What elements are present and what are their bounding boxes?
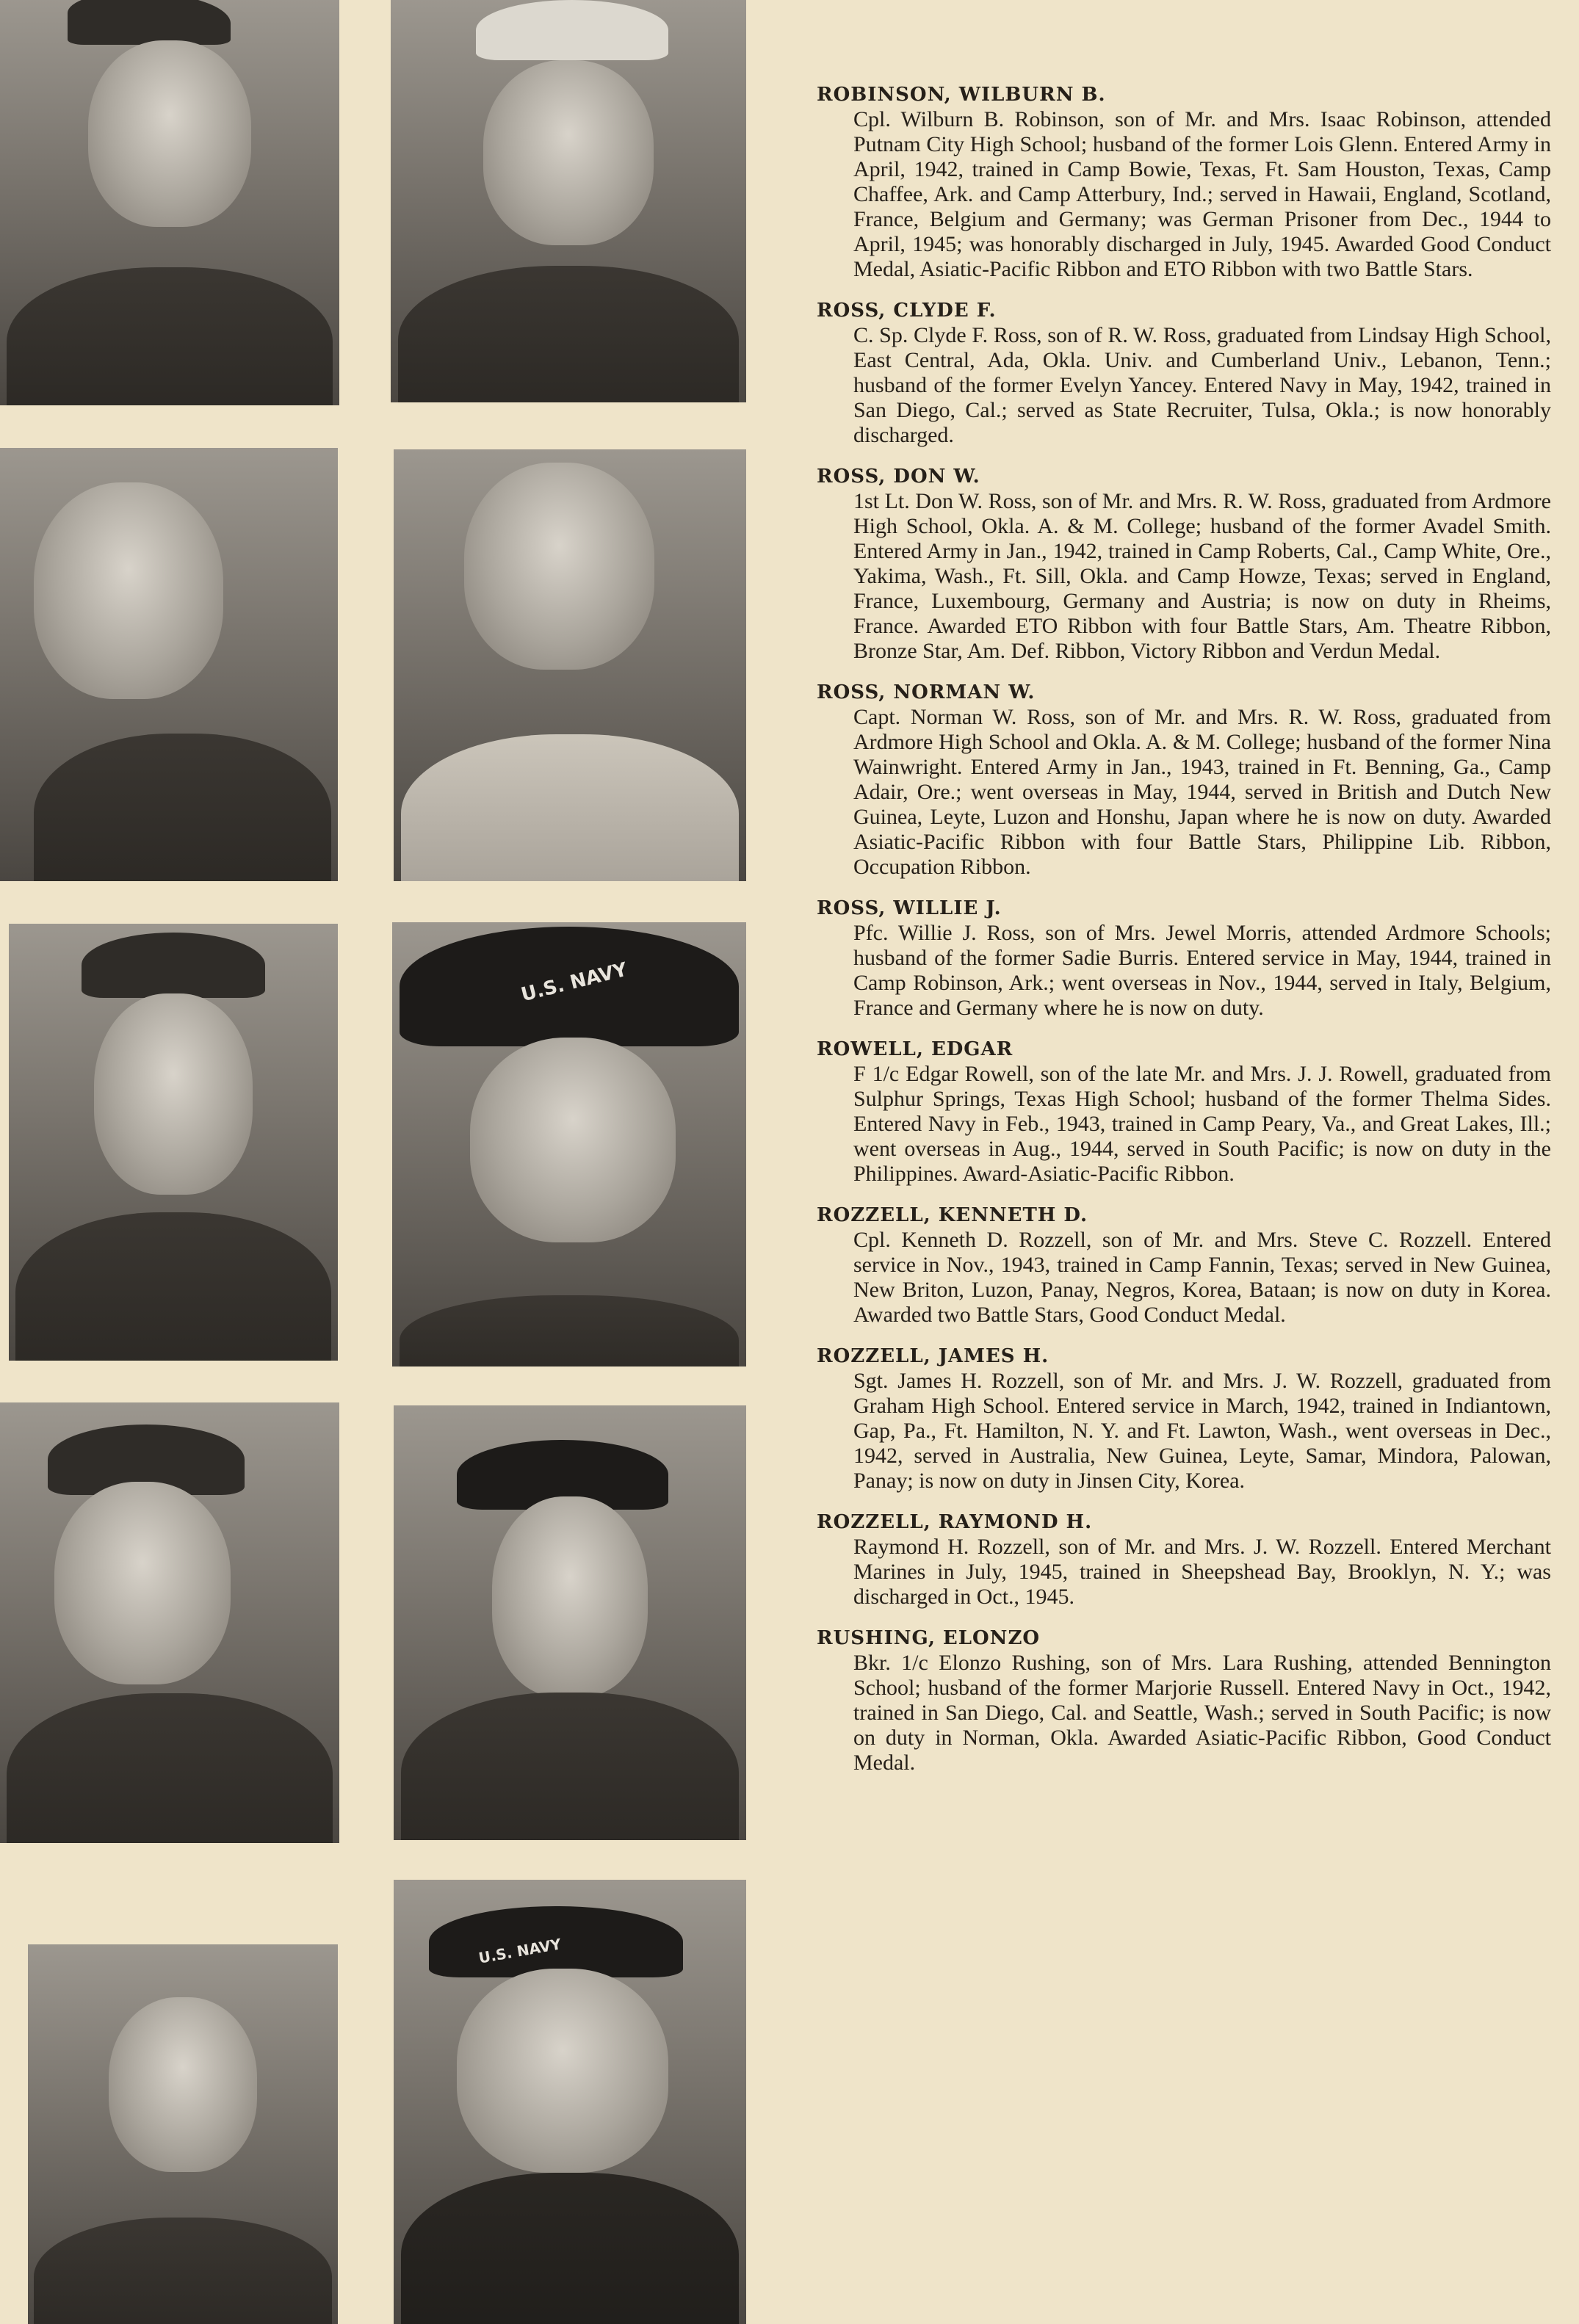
white-peaked-cap	[476, 0, 668, 60]
entry-bio: Cpl. Wilburn B. Robinson, son of Mr. and Mrs. Isaac Robinson, attended Putnam City High School; husband of the former Lois Glenn. Entered Army in April, 1942, trained in Camp Bowie, Texas, Ft. Sam Houston, Texas, Camp Chaffee, Ark. and Camp Atterbury, Ind.; served in Hawaii, England, Scotland, France, Belgium and Germany; was German Prisoner from Dec., 1944 to April, 1945; was honorably discharged in July, 1945. Awarded Good Conduct Medal, Asiatic-Pacific Ribbon and ETO Ribbon with two Battle Stars.	[853, 107, 1551, 281]
entry-name: ROSS, NORMAN W.	[817, 681, 1036, 703]
uniform	[401, 734, 740, 881]
entry-name: ROSS, CLYDE F.	[817, 300, 997, 322]
entry-robinson-wilburn	[817, 82, 1551, 282]
uniform	[34, 2218, 331, 2324]
entry-ross-don	[817, 464, 1551, 664]
face	[470, 1038, 676, 1242]
cap-band-text: U.S. NAVY	[477, 1935, 563, 1967]
portrait-ross-don	[0, 448, 338, 881]
uniform	[15, 1212, 331, 1361]
entry-bio: 1st Lt. Don W. Ross, son of Mr. and Mrs. R. W. Ross, graduated from Ardmore High School, Okla. A. & M. College; husband of the former Avadel Smith. Entered Army in Jan., 1942, trained in Camp Roberts, Cal., Camp White, Ore., Yakima, Wash., Ft. Sill, Okla. and Camp Howze, Texas; served in England, France, Luxembourg, Germany and Austria; is now on duty in Rheims, France. Awarded ETO Ribbon with four Battle Stars, Am. Theatre Ribbon, Bronze Star, Am. Def. Ribbon, Victory Ribbon and Verdun Medal.	[853, 489, 1551, 663]
portrait-robinson	[0, 0, 339, 405]
portrait-rozzell-james	[394, 1405, 746, 1840]
face	[492, 1496, 647, 1696]
uniform	[34, 734, 331, 881]
entry-name: ROZZELL, KENNETH D.	[817, 1204, 1088, 1226]
uniform	[401, 2173, 740, 2324]
face	[457, 1969, 668, 2173]
face	[88, 40, 251, 227]
uniform	[7, 267, 333, 405]
portrait-rozzell-raymond	[394, 1880, 746, 2324]
entry-rushing-elonzo	[817, 1626, 1551, 1775]
uniform	[401, 1693, 740, 1840]
face	[109, 1997, 258, 2172]
entry-ross-willie	[817, 896, 1551, 1021]
face	[464, 463, 654, 670]
entry-rowell-edgar	[817, 1037, 1551, 1187]
uniform	[398, 266, 740, 402]
entry-bio: F 1/c Edgar Rowell, son of the late Mr. and Mrs. J. J. Rowell, graduated from Sulphur Springs, Texas High School; husband of the former Thelma Sides. Entered Navy in Feb., 1943, trained in Camp Peary, Va., and Great Lakes, Ill.; went overseas in Aug., 1944, served in South Pacific; is now on duty in the Philippines. Award-Asiatic-Pacific Ribbon.	[853, 1062, 1551, 1186]
face	[34, 482, 223, 699]
entry-rozzell-kenneth	[817, 1203, 1551, 1328]
garrison-cap	[68, 0, 231, 45]
face	[94, 993, 252, 1195]
uniform	[400, 1295, 740, 1366]
entry-name: ROZZELL, RAYMOND H.	[817, 1511, 1093, 1533]
entry-name: ROSS, WILLIE J.	[817, 897, 1002, 919]
entry-ross-clyde	[817, 298, 1551, 448]
entry-name: ROWELL, EDGAR	[817, 1038, 1013, 1060]
uniform	[7, 1693, 333, 1843]
entry-bio: Bkr. 1/c Elonzo Rushing, son of Mrs. Lara Rushing, attended Bennington School; husband of the former Marjorie Russell. Entered Navy in Oct., 1942, trained in San Diego, Cal. and Seattle, Wash.; served in South Pacific; is now on duty in Norman, Okla. Awarded Asiatic-Pacific Ribbon, Good Conduct Medal.	[853, 1651, 1551, 1775]
portrait-rushing	[28, 1944, 338, 2324]
entry-bio: Pfc. Willie J. Ross, son of Mrs. Jewel Morris, attended Ardmore Schools; husband of the former Sadie Burris. Entered service in May, 1944, trained in Camp Robinson, Ark.; went overseas in Nov., 1944, served in Italy, Belgium, France and Germany where he is now on duty.	[853, 921, 1551, 1020]
entry-rozzell-james	[817, 1344, 1551, 1494]
portrait-rowell	[392, 922, 746, 1366]
entry-rozzell-raymond	[817, 1510, 1551, 1610]
biography-list	[817, 82, 1551, 1792]
entry-bio: C. Sp. Clyde F. Ross, son of R. W. Ross, graduated from Lindsay High School, East Central, Ada, Okla. Univ. and Cumberland Univ., Lebanon, Tenn.; husband of the former Evelyn Yancey. Entered Navy in May, 1942, trained in San Diego, Cal.; served as State Recruiter, Tulsa, Okla.; is now honorably discharged.	[853, 323, 1551, 447]
entry-ross-norman	[817, 680, 1551, 880]
portrait-ross-norman	[394, 449, 746, 881]
entry-bio: Raymond H. Rozzell, son of Mr. and Mrs. J. W. Rozzell. Entered Merchant Marines in July, 1945, trained in Sheepshead Bay, Brooklyn, N. Y.; was discharged in Oct., 1945.	[853, 1535, 1551, 1609]
entry-bio: Cpl. Kenneth D. Rozzell, son of Mr. and Mrs. Steve C. Rozzell. Entered service in Nov., 1943, trained in Camp Fannin, Texas; served in New Guinea, New Briton, Luzon, Panay, Negros, Korea, Bataan; is now on duty in Korea. Awarded two Battle Stars, Good Conduct Medal.	[853, 1228, 1551, 1327]
garrison-cap	[82, 933, 266, 998]
face	[54, 1482, 231, 1684]
entry-bio: Sgt. James H. Rozzell, son of Mr. and Mrs. J. W. Rozzell, graduated from Graham High School. Entered service in March, 1942, trained in Indiantown, Gap, Pa., Ft. Hamilton, N. Y. and Ft. Lawton, Wash., went overseas in Dec., 1942, served in Australia, New Guinea, Leyte, Samar, Mindora, Palowan, Panay; is now on duty in Jinsen City, Korea.	[853, 1369, 1551, 1493]
entry-name: ROBINSON, WILBURN B.	[817, 84, 1106, 106]
entry-name: RUSHING, ELONZO	[817, 1627, 1041, 1649]
face	[483, 60, 654, 245]
portrait-rozzell-kenneth	[0, 1402, 339, 1843]
entry-name: ROZZELL, JAMES H.	[817, 1345, 1049, 1367]
entry-name: ROSS, DON W.	[817, 466, 980, 488]
cap-band-text: U.S. NAVY	[518, 958, 629, 1006]
portrait-ross-clyde	[391, 0, 746, 402]
portrait-ross-willie	[9, 924, 338, 1361]
entry-bio: Capt. Norman W. Ross, son of Mr. and Mrs. R. W. Ross, graduated from Ardmore High School and Okla. A. & M. College; husband of the former Nina Wainwright. Entered Army in Jan., 1943, trained in Ft. Benning, Ga., Camp Adair, Ore.; went overseas in May, 1944, served in British and Dutch New Guinea, Leyte, Luzon and Honshu, Japan where he is now on duty. Awarded Asiatic-Pacific Ribbon with four Battle Stars, Philippine Lib. Ribbon, Occupation Ribbon.	[853, 705, 1551, 879]
